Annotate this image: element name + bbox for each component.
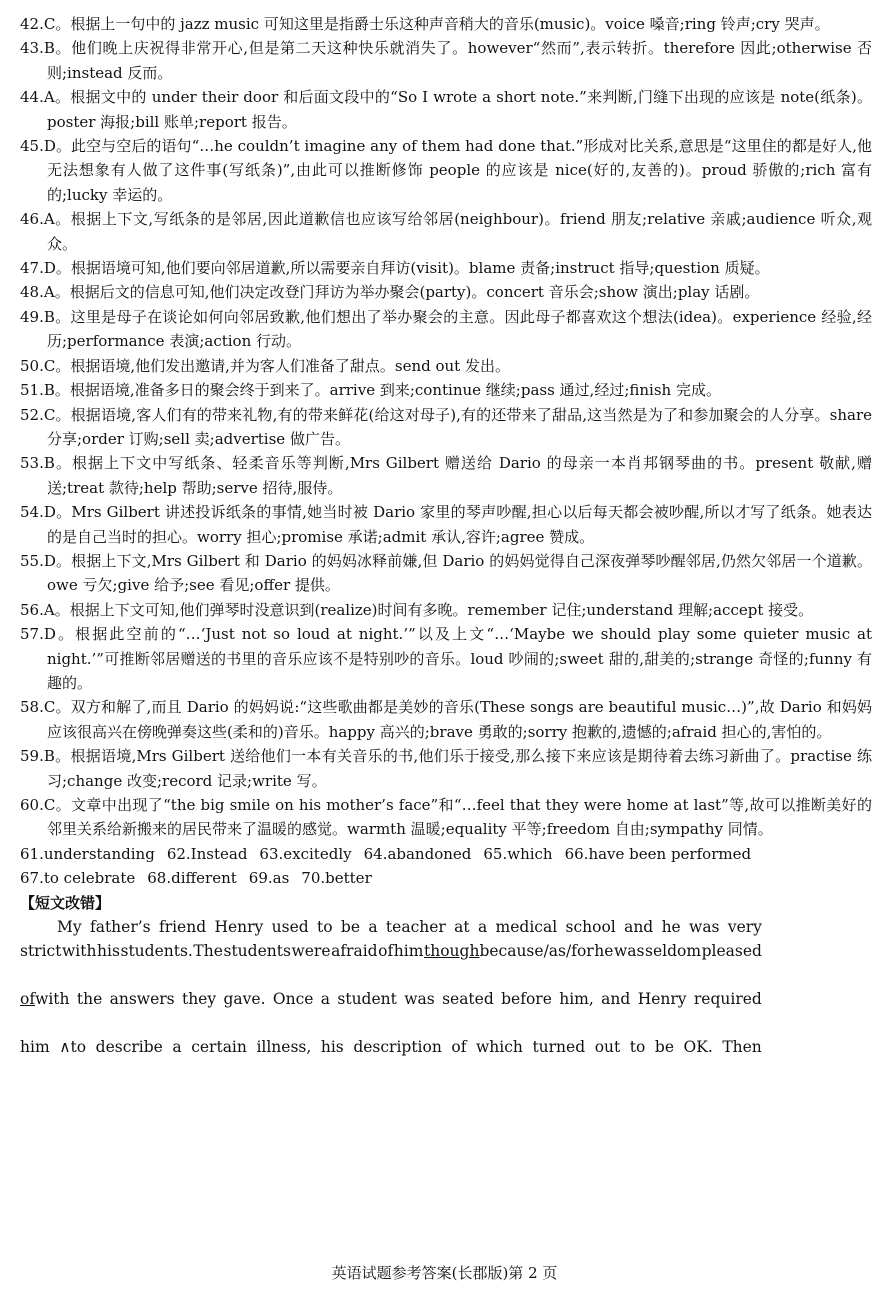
answer-number: 60. [20,796,44,814]
page-footer: 英语试题参考答案(长郡版)第 2 页 [331,1264,558,1282]
passage-word: his [320,1037,344,1056]
passage-word: before [501,989,552,1008]
answer-number: 58. [20,698,44,717]
answer-number: 48. [20,283,44,302]
passage-word: strict [20,941,62,960]
answer-item [20,280,872,304]
passage-word: seldom [645,941,702,960]
passage-word: and [624,917,654,936]
answer-text: D。根据上下文,Mrs Gilbert 和 Dario 的妈妈冰释前嫌,但 Dario 的妈妈觉得自己深夜弹琴吵醒邻居,仍然欠邻居一个道歉。owe 亏欠;give 给予;see 看见;offer 提供。 [43,551,872,595]
fill-answer: 66.have been performed [564,844,752,863]
answer-number: 50. [20,356,44,375]
answer-item [20,695,872,744]
passage-word: students [223,941,291,960]
answer-item [20,622,872,695]
passage-word: he [661,917,681,936]
original-word: because/as/for [479,941,594,960]
answer-text: A。根据上下文可知,他们弹琴时没意识到(realize)时间有多晚。remember 记住;understand 理解;accept 接受。 [43,600,814,619]
passage-word: student [337,989,397,1008]
passage-line-2 [20,939,762,987]
fill-answer: 70.better [301,869,372,888]
answer-item [20,36,872,85]
answer-item [20,12,872,36]
answer-text: D。根据语境可知,他们要向邻居道歉,所以需要亲自拜访(visit)。blame 责备;instruct 指导;question 质疑。 [43,259,770,278]
passage-word: describe [95,1037,163,1056]
passage-word: was [404,989,435,1008]
passage-word: school [565,917,616,936]
passage-word: afraid [331,941,378,960]
passage-word: the [76,989,103,1008]
fill-answer: 62.Instead [166,844,248,863]
answer-number: 53. [20,454,44,473]
passage-word: to [317,917,333,936]
passage-word: friend [158,917,207,936]
answer-page [20,12,872,1079]
passage-word: him, [559,989,594,1008]
answer-item [20,451,872,500]
section-title: 【短文改错】 [20,893,111,912]
passage-word: of [451,1037,467,1056]
answer-number: 59. [20,747,44,766]
passage-word: and [601,989,631,1008]
passage-word: Then [722,1037,762,1056]
passage-word: with [62,941,97,960]
answer-text: B。他们晚上庆祝得非常开心,但是第二天这种快乐就消失了。however“然而”,表示转折。therefore 因此;otherwise 否则;instead 反而。 [43,39,872,82]
answer-number: 52. [20,405,44,424]
answer-item [20,598,872,622]
correction-word: though [424,941,480,960]
insertion-caret: ∧ [59,1037,71,1056]
fill-answer: 69.as [248,869,290,888]
passage-word: teacher [385,917,446,936]
passage-word: him [393,941,424,960]
answer-text: D。Mrs Gilbert 讲述投诉纸条的事情,她当时被 Dario 家里的琴声吵醒,担心以后每天都会被吵醒,所以才写了纸条。她表达的是自己当时的担心。worry 担心;promise 承诺;admit 承认,容许;agree 赞成。 [43,503,872,546]
answer-item [20,793,872,842]
correction-word: of [20,989,36,1008]
answer-number: 43. [20,39,44,58]
passage-word: pleased [701,941,762,960]
answer-text: C。文章中出现了“the big smile on his mother’s face”和“…feel that they were home at last”等,故可以推断美好的邻里关系给新搬来的居民带来了温暖的感觉。warmth 温暖;equality 平等;freedom 自由;sympathy 同情。 [43,796,872,839]
fill-answers-row-1 [20,842,872,866]
passage-word: be [340,917,361,936]
passage-line-3 [20,987,762,1035]
passage-line-1 [20,915,762,939]
fill-answer: 64.abandoned [363,844,472,863]
answer-item [20,305,872,354]
passage-word: My [57,917,82,936]
answer-text: A。根据文中的 under their door 和后面文段中的“So I wrote a short note.”来判断,门缝下出现的应该是 note(纸条)。poster 海报;bill 账单;report 报告。 [43,88,872,131]
error-correction-passage [20,915,762,1079]
passage-word: Henry [637,989,687,1008]
answer-text: C。根据上一句中的 jazz music 可知这里是指爵士乐这种声音稍大的音乐(music)。voice 嗓音;ring 铃声;cry 哭声。 [43,15,830,33]
answer-number: 44. [20,88,44,107]
passage-word: seated [442,989,494,1008]
answer-number: 46. [20,210,44,229]
fill-answer: 65.which [483,844,553,863]
passage-word: Once [272,989,314,1008]
answer-text: D。此空与空后的语句“…he couldn’t imagine any of them had done that.”形成对比关系,意思是“这里住的都是好人,他无法想象有人做了这件事(写纸条)”,由此可以推断修饰 people 的应该是 nice(好的,友善的)。proud 骄傲的;rich 富有的;lucky 幸运的。 [43,137,872,204]
passage-word: OK. [683,1037,713,1056]
passage-word: a [477,917,488,936]
answer-number: 56. [20,600,44,619]
passage-word: students. [120,941,193,960]
fill-answer: 67.to celebrate [20,869,136,888]
passage-word: Henry [214,917,264,936]
answer-item [20,207,872,256]
fill-answer: 68.different [147,869,237,888]
answer-text: B。这里是母子在谈论如何向邻居致歉,他们想出了举办聚会的主意。因此母子都喜欢这个想法(idea)。experience 经验,经历;performance 表演;action 行动。 [43,307,872,351]
answer-text: A。根据上下文,写纸条的是邻居,因此道歉信也应该写给邻居(neighbour)。friend 朋友;relative 亲戚;audience 听众,观众。 [43,210,872,253]
answer-number: 55. [20,551,44,570]
passage-word: a [172,1037,182,1056]
passage-word: answers [109,989,175,1008]
answer-text: B。根据语境,Mrs Gilbert 送给他们一本有关音乐的书,他们乐于接受,那么接下来应该是期待着去练习新曲了。practise 练习;change 改变;record 记录;write 写。 [43,747,872,790]
answer-text: B。根据上下文中写纸条、轻柔音乐等判断,Mrs Gilbert 赠送给 Dario 的母亲一本肖邦钢琴曲的书。present 敬献,赠送;treat 款待;help 帮助;serve 招待,服侍。 [43,454,872,497]
answer-number: 54. [20,503,44,522]
passage-word: was [613,941,645,960]
passage-word: very [727,917,762,936]
passage-word: was [689,917,720,936]
correction-though [424,939,594,963]
answer-item [20,134,872,207]
answer-item [20,500,872,549]
answer-item [20,403,872,452]
passage-word: gave. [223,989,266,1008]
passage-word: description [353,1037,442,1056]
passage-line-4 [20,1035,762,1079]
passage-word: certain [191,1037,247,1056]
passage-word: used [271,917,309,936]
passage-word: he [594,941,614,960]
answer-text: D。根据此空前的“…‘Just not so loud at night.’”以及上文“…‘Maybe we should play some quieter music at night.’”可推断邻居赠送的书里的音乐应该不是特别吵的音乐。loud 吵闹的;sweet 甜的,甜美的;strange 奇怪的;funny 有趣的。 [43,625,872,692]
answer-number: 47. [20,259,44,278]
passage-word: him [20,1037,50,1056]
answer-text: C。双方和解了,而且 Dario 的妈妈说:“这些歌曲都是美妙的音乐(These songs are beautiful music…)”,故 Dario 和妈妈应该很高兴在傍晚弹奏这些(柔和的)音乐。happy 高兴的;brave 勇敢的;sorry 抱歉的,遗憾的;afraid 担心的,害怕的。 [43,698,872,741]
answer-number: 49. [20,307,44,326]
passage-word: illness, [256,1037,312,1056]
passage-word: The [193,941,223,960]
original-word: with [35,989,70,1008]
answer-list [20,12,872,842]
passage-word: which [476,1037,523,1056]
passage-word: they [181,989,217,1008]
insertion-to [59,1035,86,1059]
answer-number: 51. [20,381,44,400]
answer-number: 42. [20,15,44,33]
passage-word: were [291,941,331,960]
answer-item [20,85,872,134]
fill-answer: 61.understanding [20,844,155,863]
fill-answers-row-2 [20,866,872,890]
answer-item [20,744,872,793]
passage-word: of [378,941,394,960]
answer-text: B。根据语境,准备多日的聚会终于到来了。arrive 到来;continue 继续;pass 通过,经过;finish 完成。 [43,381,721,400]
fill-answer: 63.excitedly [259,844,352,863]
passage-word: medical [495,917,558,936]
answer-text: C。根据语境,客人们有的带来礼物,有的带来鲜花(给这对母子),有的还带来了甜品,这当然是为了和参加聚会的人分享。share 分享;order 订购;sell 卖;advertise 做广告。 [43,405,872,448]
answer-text: C。根据语境,他们发出邀请,并为客人们准备了甜点。send out 发出。 [43,356,510,375]
answer-number: 45. [20,137,44,156]
answer-item [20,378,872,402]
passage-word: his [97,941,120,960]
passage-word: be [654,1037,674,1056]
passage-word: at [454,917,470,936]
answer-number: 57. [20,625,44,644]
answer-item [20,354,872,378]
passage-word: required [693,989,762,1008]
passage-word: out [594,1037,621,1056]
passage-word: to [629,1037,646,1056]
insertion-word: to [70,1037,87,1056]
passage-word: a [368,917,378,936]
passage-word: turned [532,1037,586,1056]
answer-item [20,549,872,598]
answer-text: A。根据后文的信息可知,他们决定改登门拜访为举办聚会(party)。concert 音乐会;show 演出;play 话剧。 [43,283,760,302]
passage-word: father’s [89,917,151,936]
passage-word: a [320,989,331,1008]
answer-item [20,256,872,280]
correction-of [20,987,70,1011]
